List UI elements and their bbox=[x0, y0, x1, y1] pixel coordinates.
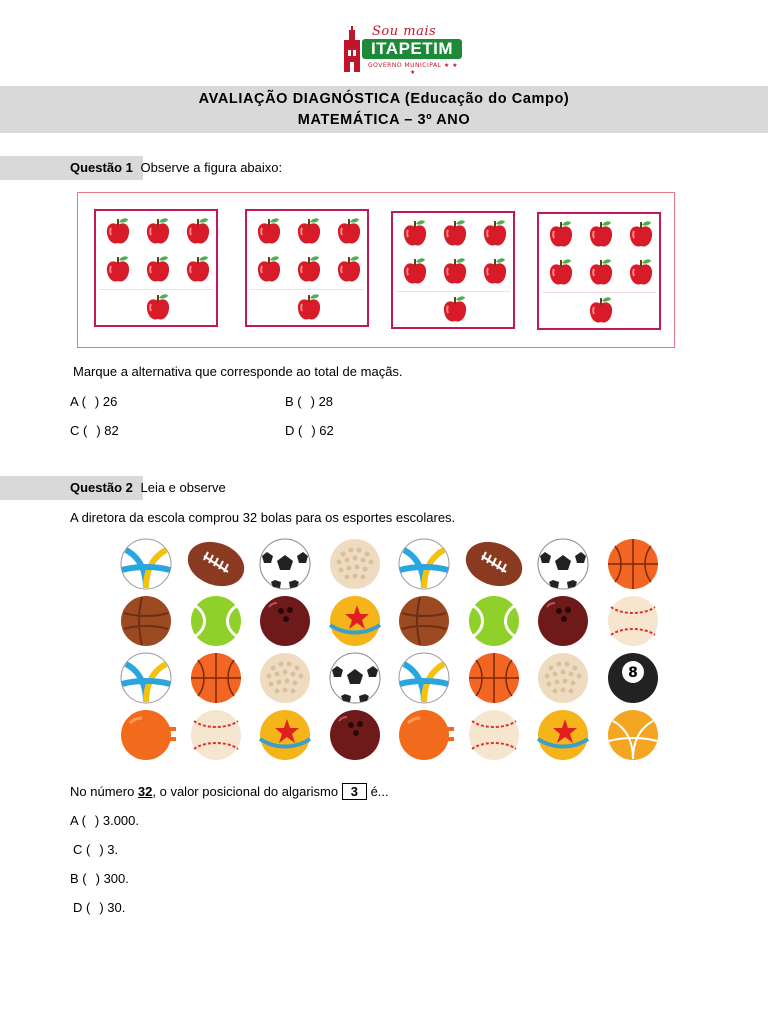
apple-group bbox=[245, 209, 369, 327]
tennis-ball-icon bbox=[186, 595, 248, 649]
basketball-ball-icon bbox=[186, 652, 248, 706]
baseball-ball-icon bbox=[186, 709, 248, 763]
apple-group bbox=[537, 212, 661, 330]
q1-option-b-letter: B ( bbox=[285, 394, 302, 409]
q2-option-d[interactable] bbox=[73, 900, 125, 915]
q2-option-b-letter: B ( bbox=[70, 871, 87, 886]
q2-option-c-value: ) 3. bbox=[99, 842, 119, 857]
q1-option-c[interactable] bbox=[70, 423, 119, 438]
apple-icon bbox=[586, 219, 616, 249]
q2-option-a-letter: A ( bbox=[70, 813, 86, 828]
q2-option-a-value: ) 3.000. bbox=[94, 813, 139, 828]
tennis-ball-icon bbox=[464, 595, 526, 649]
apple-icon bbox=[294, 292, 324, 322]
apple-icon bbox=[143, 292, 173, 322]
soccer-ball-icon bbox=[255, 538, 317, 592]
apple-icon bbox=[546, 257, 576, 287]
q1-option-c-letter: C ( bbox=[70, 423, 88, 438]
q2-digit-box: 3 bbox=[342, 783, 367, 800]
apple-group bbox=[94, 209, 218, 327]
q2-option-b[interactable] bbox=[70, 871, 129, 886]
apple-icon bbox=[546, 219, 576, 249]
apple-icon bbox=[440, 218, 470, 248]
q2-option-d-value: ) 30. bbox=[99, 900, 126, 915]
golf-ball-icon bbox=[533, 652, 595, 706]
star-ball-icon bbox=[533, 709, 595, 763]
title-line-1: AVALIAÇÃO DIAGNÓSTICA (Educação do Campo) bbox=[198, 91, 570, 107]
apple-icon bbox=[480, 256, 510, 286]
apple-group bbox=[391, 211, 515, 329]
soccer-ball-icon bbox=[533, 538, 595, 592]
apple-icon bbox=[294, 216, 324, 246]
q2-option-c[interactable] bbox=[73, 842, 118, 857]
question-1-instruction: Marque a alternativa que corresponde ao total de maçãs. bbox=[73, 364, 403, 379]
leather-ball-icon bbox=[116, 595, 178, 649]
q2-question-middle: , o valor posicional do algarismo bbox=[152, 784, 342, 799]
cell-divider bbox=[250, 289, 364, 290]
apple-icon bbox=[440, 256, 470, 286]
basketball-ball-icon bbox=[603, 538, 665, 592]
q2-option-d-letter: D ( bbox=[73, 900, 91, 915]
balls-figure bbox=[112, 536, 672, 768]
football-ball-icon bbox=[464, 538, 526, 592]
baseball-ball-icon bbox=[603, 595, 665, 649]
apple-icon bbox=[294, 254, 324, 284]
star-ball-icon bbox=[325, 595, 387, 649]
apple-icon bbox=[334, 216, 364, 246]
apple-icon bbox=[103, 254, 133, 284]
logo-script-text: Sou mais bbox=[372, 24, 437, 39]
apple-icon bbox=[143, 216, 173, 246]
leather-ball-icon bbox=[394, 595, 456, 649]
apple-icon bbox=[400, 218, 430, 248]
bowling-ball-icon bbox=[533, 595, 595, 649]
q2-question-before: No número bbox=[70, 784, 138, 799]
q1-option-a-letter: A ( bbox=[70, 394, 86, 409]
orange-ball-icon bbox=[116, 709, 178, 763]
q2-question-number: 32 bbox=[137, 784, 153, 799]
cell-divider bbox=[396, 291, 510, 292]
question-1-heading bbox=[70, 160, 282, 175]
volleyball-ball-icon bbox=[394, 652, 456, 706]
apple-icon bbox=[254, 216, 284, 246]
question-2-heading bbox=[70, 480, 226, 495]
q2-option-b-value: ) 300. bbox=[95, 871, 129, 886]
volleyball-ball-icon bbox=[116, 652, 178, 706]
orange-ball-icon bbox=[394, 709, 456, 763]
apple-figure bbox=[77, 192, 675, 348]
question-2-statement: A diretora da escola comprou 32 bolas para os esportes escolares. bbox=[70, 510, 456, 525]
logo-sub-text: GOVERNO MUNICIPAL ★ ★ ★ bbox=[368, 62, 458, 76]
bowling-ball-icon bbox=[325, 709, 387, 763]
q1-option-a[interactable] bbox=[70, 394, 117, 409]
eightball-ball-icon bbox=[603, 652, 665, 706]
cell-divider bbox=[542, 292, 656, 293]
volleyball-orange-ball-icon bbox=[603, 709, 665, 763]
q2-question-after: é... bbox=[366, 784, 389, 799]
church-icon bbox=[340, 26, 364, 72]
title-line-2: MATEMÁTICA – 3º ANO bbox=[297, 112, 471, 128]
apple-icon bbox=[586, 295, 616, 325]
apple-icon bbox=[400, 256, 430, 286]
apple-icon bbox=[143, 254, 173, 284]
apple-icon bbox=[626, 219, 656, 249]
itapetim-logo bbox=[340, 22, 465, 74]
cell-divider bbox=[99, 289, 213, 290]
question-1-label: Questão 1 bbox=[70, 160, 133, 175]
q1-option-d-letter: D ( bbox=[285, 423, 303, 438]
volleyball-ball-icon bbox=[394, 538, 456, 592]
q1-option-c-value: ) 82 bbox=[96, 423, 119, 438]
golf-ball-icon bbox=[255, 652, 317, 706]
q1-option-b-value: ) 28 bbox=[310, 394, 334, 409]
baseball-ball-icon bbox=[464, 709, 526, 763]
volleyball-ball-icon bbox=[116, 538, 178, 592]
apple-icon bbox=[586, 257, 616, 287]
basketball-ball-icon bbox=[464, 652, 526, 706]
svg-text:8: 8 bbox=[627, 665, 638, 681]
football-ball-icon bbox=[186, 538, 248, 592]
apple-icon bbox=[183, 216, 213, 246]
q2-option-a[interactable] bbox=[70, 813, 139, 828]
apple-icon bbox=[626, 257, 656, 287]
q1-option-d-value: ) 62 bbox=[311, 423, 334, 438]
q1-option-d[interactable] bbox=[285, 423, 334, 438]
apple-icon bbox=[440, 294, 470, 324]
apple-icon bbox=[480, 218, 510, 248]
apple-icon bbox=[254, 254, 284, 284]
soccer-ball-icon bbox=[325, 652, 387, 706]
golf-ball-icon bbox=[325, 538, 387, 592]
bowling-ball-icon bbox=[255, 595, 317, 649]
title-band bbox=[0, 86, 768, 133]
apple-icon bbox=[183, 254, 213, 284]
question-2-label: Questão 2 bbox=[70, 480, 133, 495]
question-2-question bbox=[70, 783, 389, 800]
apple-icon bbox=[334, 254, 364, 284]
logo-main-text: ITAPETIM bbox=[362, 39, 462, 59]
question-2-prompt: Leia e observe bbox=[140, 480, 226, 495]
apple-icon bbox=[103, 216, 133, 246]
q1-option-a-value: ) 26 bbox=[94, 394, 118, 409]
star-ball-icon bbox=[255, 709, 317, 763]
q2-option-c-letter: C ( bbox=[73, 842, 91, 857]
q1-option-b[interactable] bbox=[285, 394, 333, 409]
question-1-prompt: Observe a figura abaixo: bbox=[140, 160, 283, 175]
